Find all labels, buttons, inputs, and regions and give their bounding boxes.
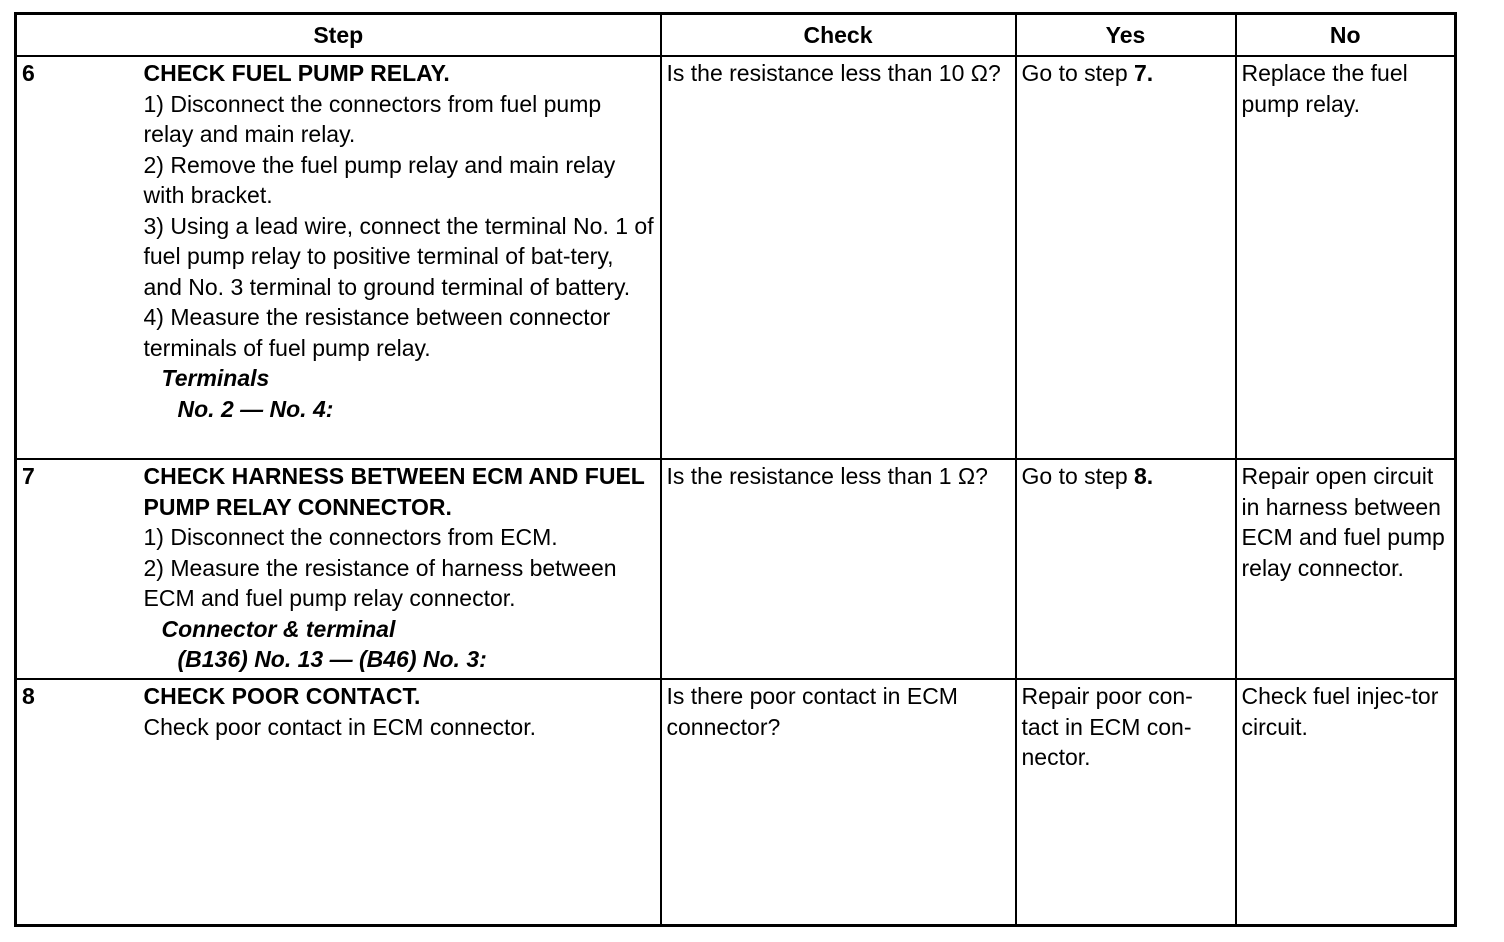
- procedure-line: 2) Remove the fuel pump relay and main relay with bracket.: [143, 151, 616, 208]
- step-number: 7: [16, 459, 139, 679]
- step-title: CHECK HARNESS BETWEEN ECM AND FUEL PUMP RELAY CONNECTOR.: [143, 463, 645, 520]
- procedure-line: 1) Disconnect the connectors from fuel pump relay and main relay.: [143, 90, 602, 147]
- yes-cell: [1016, 56, 1236, 459]
- spec-label: Connector & terminal: [161, 615, 396, 642]
- procedure-line: 3) Using a lead wire, connect the terminal No. 1 of fuel pump relay to positive terminal of bat-tery, and No. 3 terminal to ground terminal of battery.: [143, 212, 654, 300]
- diagnostic-table: [14, 12, 1457, 927]
- procedure-line: Check poor contact in ECM connector.: [143, 713, 536, 740]
- step-number: 6: [16, 56, 139, 459]
- header-step: Step: [16, 14, 661, 57]
- spec-value: No. 2 — No. 4:: [177, 395, 334, 422]
- table-row-step-7: [16, 459, 1456, 679]
- yes-step-number: 7.: [1134, 60, 1154, 86]
- check-cell: Is the resistance less than 10 Ω?: [661, 56, 1016, 459]
- no-cell: Replace the fuel pump relay.: [1236, 56, 1456, 459]
- table-row-step-6: [16, 56, 1456, 459]
- no-cell: Check fuel injec-tor circuit.: [1236, 679, 1456, 926]
- header-row: [16, 14, 1456, 57]
- procedure-line: 4) Measure the resistance between connector terminals of fuel pump relay.: [143, 304, 611, 361]
- table-row-step-8: [16, 679, 1456, 926]
- yes-text: Go to step: [1021, 463, 1135, 489]
- spec-label: Terminals: [161, 365, 270, 391]
- header-yes: Yes: [1016, 14, 1236, 57]
- step-procedure: [139, 56, 661, 459]
- procedure-line: 1) Disconnect the connectors from ECM.: [143, 524, 558, 550]
- step-procedure: [139, 459, 661, 679]
- step-number: 8: [16, 679, 139, 926]
- header-no: No: [1236, 14, 1456, 57]
- header-check: Check: [661, 14, 1016, 57]
- yes-cell: [1016, 459, 1236, 679]
- check-cell: Is the resistance less than 1 Ω?: [661, 459, 1016, 679]
- yes-text: Go to step: [1021, 60, 1135, 86]
- yes-cell: Repair poor con-tact in ECM con-nector.: [1016, 679, 1236, 926]
- yes-step-number: 8.: [1134, 463, 1154, 489]
- procedure-line: 2) Measure the resistance of harness between ECM and fuel pump relay connector.: [143, 554, 617, 611]
- step-title: CHECK FUEL PUMP RELAY.: [143, 60, 450, 86]
- step-procedure: [139, 679, 661, 926]
- no-cell: Repair open circuit in harness between ECM and fuel pump relay connector.: [1236, 459, 1456, 679]
- spec-value: (B136) No. 13 — (B46) No. 3:: [177, 646, 487, 672]
- check-cell: Is there poor contact in ECM connector?: [661, 679, 1016, 926]
- step-title: CHECK POOR CONTACT.: [143, 683, 421, 709]
